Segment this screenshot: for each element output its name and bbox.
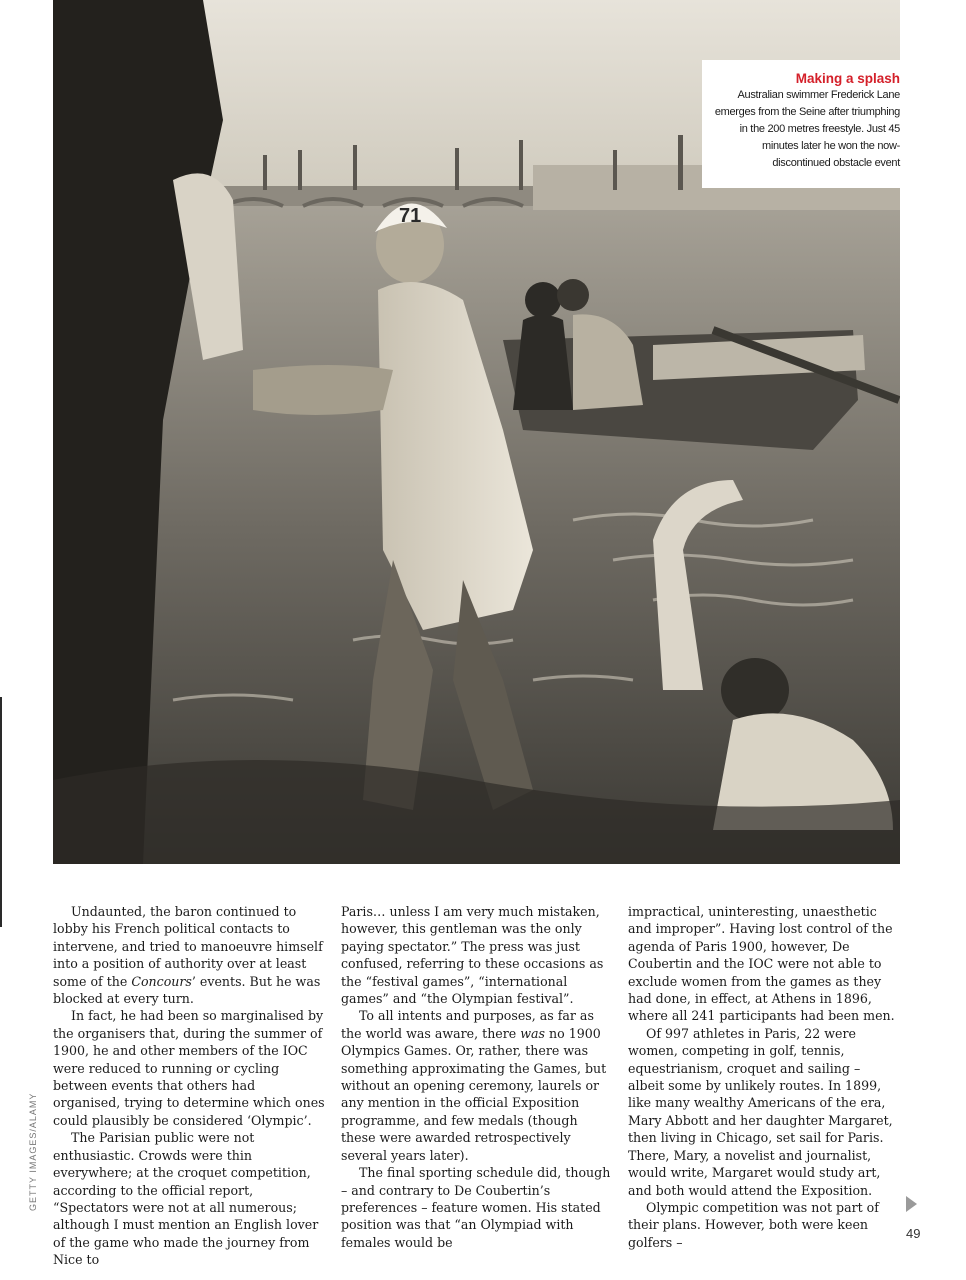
page-number: 49 [906, 1226, 921, 1241]
paragraph: Olympic competition was not part of their plans. However, both were keen golfers – [628, 1199, 879, 1250]
paragraph: Of 997 athletes in Paris, 22 were women, competing in golf, tennis, equestrianism, croquet and sailing – albeit some by unlikely routes. In 1899, like many wealthy Americans of the era, Mary Abbott and her daughter Margaret, then living in Chicago, set sail for Paris. There, Mary, a novelist and journalist, would write, Margaret would study art, and both would attend the Exposition. [628, 1025, 893, 1198]
paragraph: Undaunted, the baron continued to lobby his French political contacts to intervene, and tried to manoeuvre himself into a position of authority over at least some of the Concours’ events. But he was blocked at every turn. [53, 904, 323, 1007]
paragraph: In fact, he had been so marginalised by the organisers that, during the summer of 1900, he and other members of the IOC were reduced to running or cycling between events that others had organised, trying to determine which ones could plausibly be considered ‘Olympic’. [53, 1008, 325, 1128]
caption-body: Australian swimmer Frederick Lane emerges from the Seine after triumphing in the 200 metres freestyle. Just 45 minutes later he won the now-discontinued obstacle event [714, 89, 900, 169]
text-column-2 [341, 903, 613, 1251]
photo-caption [702, 60, 900, 188]
paragraph: The Parisian public were not enthusiastic. Crowds were thin everywhere; at the croquet competition, according to the official report, “Spectators were not at all numerous; although I must mention an English lover of the game who made the journey from Nice to [53, 1130, 319, 1268]
swim-cap-number: 71 [399, 205, 422, 227]
photo-credit: GETTY IMAGES/ALAMY [28, 1092, 38, 1211]
text-column-1 [53, 903, 325, 1269]
paragraph: impractical, uninteresting, unaesthetic and improper”. Having lost control of the agenda of Paris 1900, however, De Coubertin and the IOC were not able to exclude women from the games as they had done, in effect, at Athens in 1896, where all 241 participants had been men. [628, 904, 895, 1024]
paragraph: To all intents and purposes, as far as the world was aware, there was no 1900 Olympics Games. Or, rather, there was something approximating the Games, but without an opening ceremony, laurels or any mention in the official Exposition programme, and few medals (though these were awarded retrospectively several years later). [341, 1008, 607, 1163]
continue-arrow-icon [906, 1196, 917, 1212]
left-edge-rule [0, 697, 2, 927]
text-column-3 [628, 903, 900, 1251]
caption-title: Making a splash [795, 71, 900, 86]
paragraph: The final sporting schedule did, though – and contrary to De Coubertin’s preferences – feature women. His stated position was that “an Olympiad with females would be [341, 1165, 611, 1250]
paragraph: Paris… unless I am very much mistaken, however, this gentleman was the only paying spectator.” The press was just confused, referring to these occasions as the “festival games”, “international games” and “the Olympian festival”. [341, 904, 604, 1007]
